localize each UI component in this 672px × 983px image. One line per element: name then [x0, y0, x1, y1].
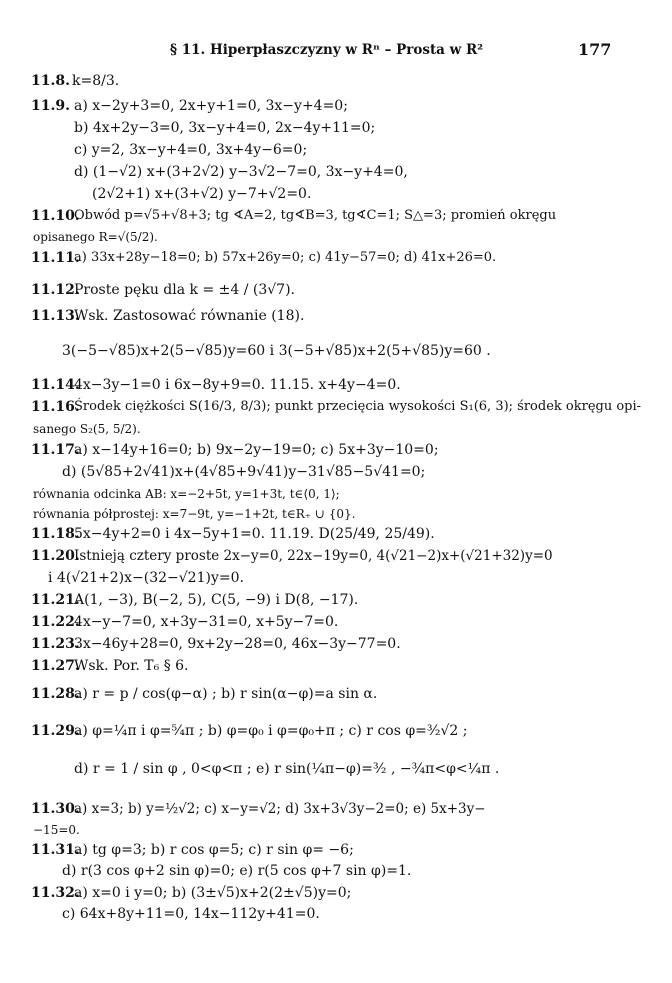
- answer-text: a) x−2y+3=0, 2x+y+1=0, 3x−y+4=0;: [74, 98, 348, 114]
- answer-text: a) tg φ=3; b) r cos φ=5; c) r sin φ= −6;: [74, 842, 354, 858]
- answer-text: 3(−5−√85)x+2(5−√85)y=60 i 3(−5+√85)x+2(5+√85)y=60 .: [62, 343, 491, 359]
- answer-text: 3x−46y+28=0, 9x+2y−28=0, 46x−3y−77=0.: [74, 636, 401, 652]
- answer-text: 5x−4y+2=0 i 4x−5y+1=0. 11.19. D(25/49, 25/49).: [74, 526, 435, 542]
- answer-text: a) r = p / cos(φ−α) ; b) r sin(α−φ)=a sin α.: [74, 686, 378, 702]
- problem-number: 11.27.: [31, 658, 80, 674]
- problem-number: 11.17.: [31, 442, 80, 458]
- answer-text: Istnieją cztery proste 2x−y=0, 22x−19y=0, 4(√21−2)x+(√21+32)y=0: [74, 548, 553, 564]
- problem-number: 11.14.: [31, 377, 80, 393]
- answer-text: a) φ=¼π i φ=⁵⁄₄π ; b) φ=φ₀ i φ=φ₀+π ; c) r cos φ=³⁄₂√2 ;: [74, 723, 468, 739]
- answer-text: d) r(3 cos φ+2 sin φ)=0; e) r(5 cos φ+7 sin φ)=1.: [62, 863, 412, 879]
- problem-number: 11.31.: [31, 842, 80, 858]
- answer-text: a) x=3; b) y=½√2; c) x−y=√2; d) 3x+3√3y−2=0; e) 5x+3y−: [74, 801, 486, 817]
- answer-text: d) r = 1 / sin φ , 0<φ<π ; e) r sin(¼π−φ)=³⁄₂ , −¾π<φ<¼π .: [74, 761, 500, 777]
- problem-number: 11.9.: [31, 98, 70, 114]
- answer-text: 4x−3y−1=0 i 6x−8y+9=0. 11.15. x+4y−4=0.: [74, 377, 401, 393]
- problem-number: 11.10.: [31, 208, 80, 224]
- problem-number: 11.29.: [31, 723, 80, 739]
- problem-number: 11.13.: [31, 308, 80, 324]
- problem-number: 11.20.: [31, 548, 80, 564]
- answer-text: a) x−14y+16=0; b) 9x−2y−19=0; c) 5x+3y−10=0;: [74, 442, 439, 458]
- answer-text: c) 64x+8y+11=0, 14x−112y+41=0.: [62, 906, 320, 922]
- answer-text: równania odcinka AB: x=−2+5t, y=1+3t, t∈⟨0, 1⟩;: [33, 487, 340, 501]
- answer-text: b) 4x+2y−3=0, 3x−y+4=0, 2x−4y+11=0;: [74, 120, 376, 136]
- answer-text: c) y=2, 3x−y+4=0, 3x+4y−6=0;: [74, 142, 308, 158]
- answer-text: (2√2+1) x+(3+√2) y−7+√2=0.: [92, 186, 312, 202]
- answer-text: sanego S₂(5, 5/2).: [33, 422, 141, 436]
- running-title: § 11. Hiperpłaszczyzny w Rⁿ – Prosta w R²: [170, 42, 484, 58]
- page-header: [0, 42, 672, 66]
- answer-text: Wsk. Zastosować równanie (18).: [74, 308, 305, 324]
- problem-number: 11.28.: [31, 686, 80, 702]
- answer-text: równania półprostej: x=7−9t, y=−1+2t, t∈R₊ ∪ {0}.: [33, 507, 356, 521]
- problem-number: 11.18.: [31, 526, 80, 542]
- answer-text: a) x=0 i y=0; b) (3±√5)x+2(2±√5)y=0;: [74, 885, 352, 901]
- answer-text: opisanego R=√(5/2).: [33, 230, 158, 244]
- answer-text: d) (1−√2) x+(3+2√2) y−3√2−7=0, 3x−y+4=0,: [74, 164, 408, 180]
- problem-number: 11.23.: [31, 636, 80, 652]
- answer-text: A(1, −3), B(−2, 5), C(5, −9) i D(8, −17).: [74, 592, 359, 608]
- problem-number: 11.22.: [31, 614, 80, 630]
- answer-text: k=8/3.: [72, 73, 120, 89]
- problem-number: 11.11.: [31, 250, 80, 266]
- answer-text: d) (5√85+2√41)x+(4√85+9√41)y−31√85−5√41=0;: [62, 464, 426, 480]
- answer-text: Środek ciężkości S(16/3, 8/3); punkt przecięcia wysokości S₁(6, 3); środek okręgu opi-: [74, 399, 642, 414]
- problem-number: 11.32.: [31, 885, 80, 901]
- problem-number: 11.8.: [31, 73, 70, 89]
- problem-number: 11.21.: [31, 592, 80, 608]
- answer-text: −15=0.: [33, 823, 80, 837]
- problem-number: 11.30.: [31, 801, 80, 817]
- problem-number: 11.16.: [31, 399, 80, 415]
- answer-text: Proste pęku dla k = ±4 / (3√7).: [74, 282, 295, 298]
- page-number: 177: [578, 40, 612, 59]
- answer-text: Obwód p=√5+√8+3; tg ∢A=2, tg∢B=3, tg∢C=1; S△=3; promień okręgu: [74, 208, 557, 223]
- answer-text: Wsk. Por. T₆ § 6.: [74, 658, 189, 674]
- answer-text: a) 33x+28y−18=0; b) 57x+26y=0; c) 41y−57=0; d) 41x+26=0.: [74, 250, 497, 265]
- answer-text: i 4(√21+2)x−(32−√21)y=0.: [48, 570, 244, 586]
- answer-text: 4x−y−7=0, x+3y−31=0, x+5y−7=0.: [74, 614, 339, 630]
- problem-number: 11.12.: [31, 282, 80, 298]
